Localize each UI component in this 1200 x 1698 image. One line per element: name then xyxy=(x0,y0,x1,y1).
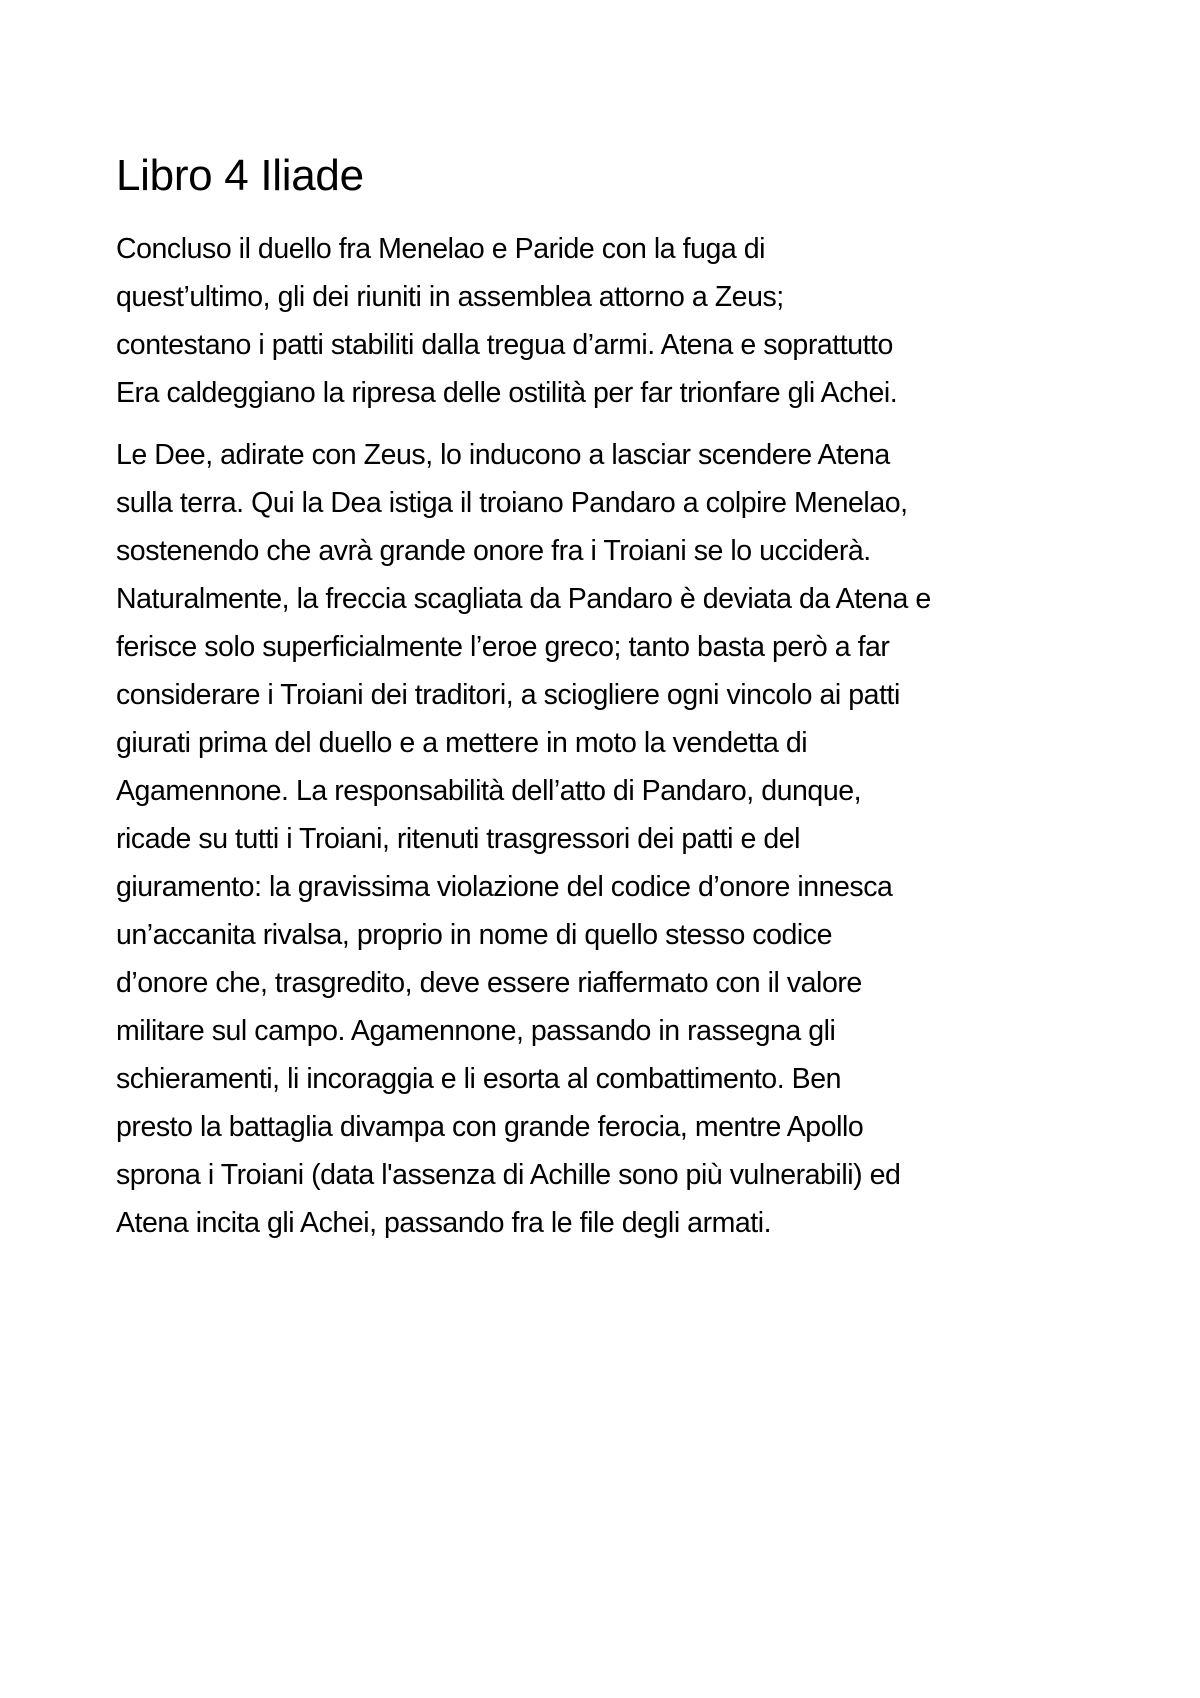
paragraph-line: un’accanita rivalsa, proprio in nome di quello stesso codice xyxy=(116,918,832,951)
paragraph-line: sprona i Troiani (data l'assenza di Achille sono più vulnerabili) ed xyxy=(116,1158,901,1191)
paragraph-line: Naturalmente, la freccia scagliata da Pandaro è deviata da Atena e xyxy=(116,582,931,615)
paragraph-1 xyxy=(116,225,1108,417)
paragraph-line: Agamennone. La responsabilità dell’atto di Pandaro, dunque, xyxy=(116,774,862,807)
document-title: Libro 4 Iliade xyxy=(116,151,364,200)
paragraph-2 xyxy=(116,431,1108,1247)
paragraph-line: ferisce solo superficialmente l’eroe greco; tanto basta però a far xyxy=(116,630,890,663)
paragraph-line: Le Dee, adirate con Zeus, lo inducono a lasciar scendere Atena xyxy=(116,438,890,471)
paragraph-line: sostenendo che avrà grande onore fra i Troiani se lo ucciderà. xyxy=(116,534,871,567)
paragraph-line: d’onore che, trasgredito, deve essere riaffermato con il valore xyxy=(116,966,862,999)
paragraph-line: Atena incita gli Achei, passando fra le file degli armati. xyxy=(116,1206,772,1239)
document-page xyxy=(116,150,1108,1261)
paragraph-line: giurati prima del duello e a mettere in moto la vendetta di xyxy=(116,726,808,759)
paragraph-line: giuramento: la gravissima violazione del codice d’onore innesca xyxy=(116,870,893,903)
paragraph-line: contestano i patti stabiliti dalla tregua d’armi. Atena e soprattutto xyxy=(116,328,893,361)
paragraph-line: sulla terra. Qui la Dea istiga il troiano Pandaro a colpire Menelao, xyxy=(116,486,908,519)
paragraph-line: Concluso il duello fra Menelao e Paride con la fuga di xyxy=(116,232,766,265)
paragraph-line: presto la battaglia divampa con grande ferocia, mentre Apollo xyxy=(116,1110,864,1143)
paragraph-line: ricade su tutti i Troiani, ritenuti trasgressori dei patti e del xyxy=(116,822,801,855)
paragraph-line: Era caldeggiano la ripresa delle ostilità per far trionfare gli Achei. xyxy=(116,376,898,409)
paragraph-line: quest’ultimo, gli dei riuniti in assemblea attorno a Zeus; xyxy=(116,280,784,313)
paragraph-line: considerare i Troiani dei traditori, a sciogliere ogni vincolo ai patti xyxy=(116,678,900,711)
paragraph-line: militare sul campo. Agamennone, passando in rassegna gli xyxy=(116,1014,836,1047)
paragraph-line: schieramenti, li incoraggia e li esorta al combattimento. Ben xyxy=(116,1062,842,1095)
